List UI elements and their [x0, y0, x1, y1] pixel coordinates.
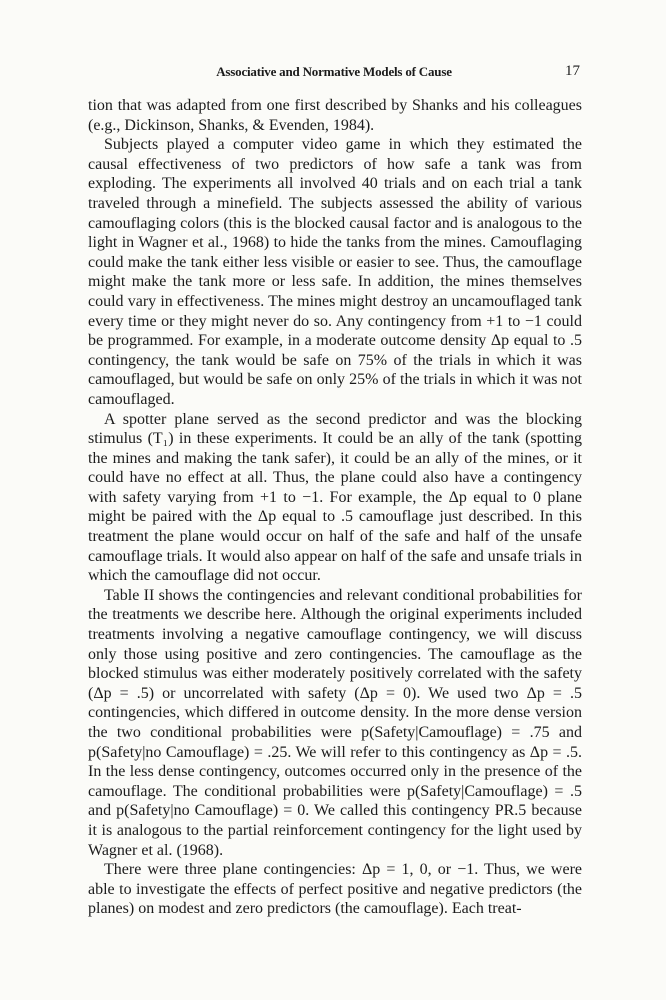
paragraph-spotter-plane: A spotter plane served as the second predictor and was the blocking stimulus (T₁) in these experiments. It could be an ally of the tank (spotting the mines and making the tank safer), it could be an ally of the mines, or it could have no effect at all. Thus, the plane could also have a contingency with safety varying from +1 to −1. For example, the Δp equal to 0 plane might be paired with the Δp equal to .5 camouflage just described. In this treatment the plane would occur on half of the safe and half of the unsafe camouflage trials. It would also appear on half of the safe and unsafe trials in which the camouflage did not occur.	[88, 410, 582, 585]
paragraph-table-ii: Table II shows the contingencies and relevant conditional probabilities for the treatments we describe here. Although the original experiments included treatments involving a negative camouflage contingency, we will discuss only those using positive and zero contingencies. The camouflage as the blocked stimulus was either moderately positively correlated with the safety (Δp = .5) or uncorrelated with safety (Δp = 0). We used two Δp = .5 contingencies, which differed in outcome density. In the more dense version the two conditional probabilities were p(Safety|Camouflage) = .75 and p(Safety|no Camouflage) = .25. We will refer to this contingency as Δp = .5. In the less dense contingency, outcomes occurred only in the presence of the camouflage. The conditional probabilities were p(Safety|Camouflage) = .5 and p(Safety|no Camouflage) = 0. We called this contingency PR.5 because it is analogous to the partial reinforcement contingency for the light used by Wagner et al. (1968).	[88, 586, 582, 859]
page-number: 17	[565, 63, 580, 79]
paragraph-continuation: tion that was adapted from one first described by Shanks and his colleagues (e.g., Dickinson, Shanks, & Evenden, 1984).	[88, 97, 582, 134]
body-text	[88, 96, 582, 919]
paragraph-video-game: Subjects played a computer video game in which they estimated the causal effectiveness of two predictors of how safe a tank was from exploding. The experiments all involved 40 trials and on each trial a tank traveled through a minefield. The subjects assessed the ability of various camouflaging colors (this is the blocked causal factor and is analogous to the light in Wagner et al., 1968) to hide the tanks from the mines. Camouflaging could make the tank either less visible or easier to see. Thus, the camouflage might make the tank more or less safe. In addition, the mines themselves could vary in effectiveness. The mines might destroy an uncamouflaged tank every time or they might never do so. Any contingency from +1 to −1 could be programmed. For example, in a moderate outcome density Δp equal to .5 contingency, the tank would be safe on 75% of the trials in which it was camouflaged, but would be safe on only 25% of the trials in which it was not camouflaged.	[88, 136, 582, 408]
running-title: Associative and Normative Models of Cause	[216, 64, 452, 79]
running-head	[88, 64, 580, 84]
paragraph-plane-contingencies: There were three plane contingencies: Δp = 1, 0, or −1. Thus, we were able to investigate the effects of perfect positive and negative predictors (the planes) on modest and zero predictors (the camouflage). Each treat-	[88, 861, 582, 918]
